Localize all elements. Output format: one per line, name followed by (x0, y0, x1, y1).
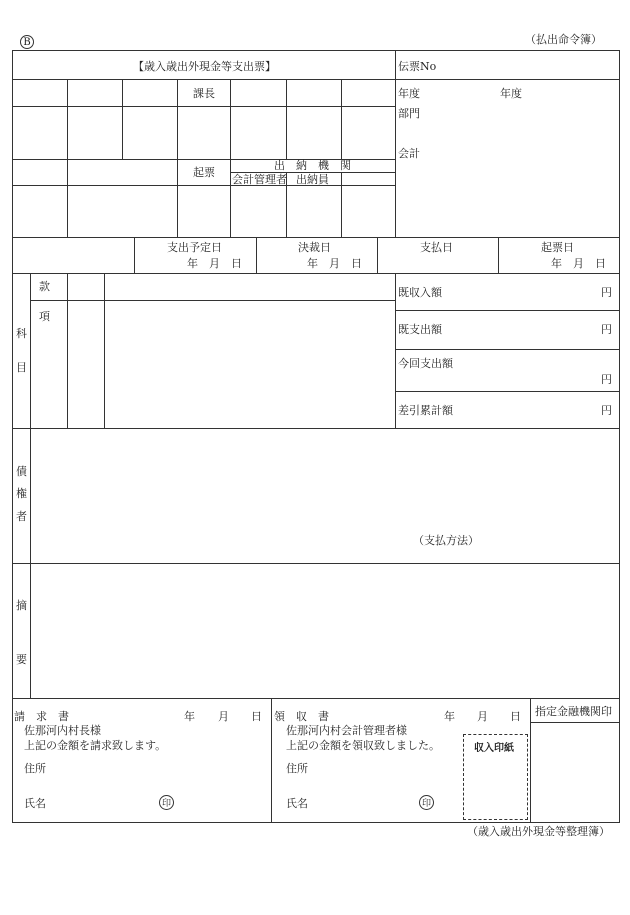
department-label: 部門 (398, 107, 420, 120)
form-title: 【歳入歳出外現金等支出票】 (133, 60, 276, 73)
subject-label-1: 科 (16, 327, 27, 340)
receipt-seal-char: 印 (421, 799, 431, 809)
drafted-date-label: 起票日 (541, 241, 574, 254)
revenue-stamp-label: 収入印紙 (474, 743, 514, 754)
fiscal-year-label-2: 年度 (500, 87, 522, 100)
invoice-month: 月 (218, 710, 229, 723)
treasurer-label: 出納員 (296, 173, 329, 186)
kou-label: 項 (39, 310, 50, 323)
treasury-org-label: 出 納 機 関 (274, 159, 351, 172)
receipt-title: 領 収 書 (274, 710, 329, 723)
decision-date-label: 決裁日 (298, 241, 331, 254)
account-label: 会計 (398, 147, 420, 160)
footer-register-note: （歳入歳出外現金等整理簿） (467, 825, 610, 838)
invoice-day: 日 (251, 710, 262, 723)
paid-total-yen: 円 (601, 323, 612, 336)
balance-total-yen: 円 (601, 404, 612, 417)
drafted-date-ymd: 年 月 日 (551, 257, 606, 270)
invoice-address-label: 住所 (24, 762, 46, 775)
receipt-year: 年 (444, 710, 455, 723)
subject-label-2: 目 (16, 361, 27, 374)
slip-no-label: 伝票No (398, 60, 437, 73)
receipt-month: 月 (477, 710, 488, 723)
received-total-label: 既収入額 (398, 286, 442, 299)
form-type-mark (20, 35, 34, 49)
fiscal-year-label: 年度 (398, 87, 420, 100)
form-type-mark-letter: B (23, 36, 31, 48)
creditor-label-1: 債 (16, 465, 27, 478)
invoice-name-label: 氏名 (24, 797, 46, 810)
payment-date-label: 支払日 (420, 241, 453, 254)
decision-date-ymd: 年 月 日 (307, 257, 362, 270)
receipt-day: 日 (510, 710, 521, 723)
summary-label-2: 要 (16, 653, 27, 666)
receipt-name-label: 氏名 (286, 797, 308, 810)
received-total-yen: 円 (601, 286, 612, 299)
invoice-seal-mark (159, 795, 174, 810)
invoice-title: 請 求 書 (14, 710, 69, 723)
register-note: （払出命令簿） (525, 33, 602, 46)
this-payment-yen: 円 (601, 373, 612, 386)
payment-method-label: （支払方法） (413, 534, 479, 547)
section-chief-label: 課長 (193, 87, 215, 100)
drafter-label: 起票 (193, 166, 215, 179)
bank-seal-label: 指定金融機関印 (535, 705, 612, 718)
receipt-statement: 上記の金額を領収致しました。 (286, 739, 440, 752)
invoice-addressee: 佐那河内村長様 (24, 724, 101, 737)
invoice-statement: 上記の金額を請求致します。 (24, 739, 167, 752)
invoice-year: 年 (184, 710, 195, 723)
creditor-label-3: 者 (16, 510, 27, 523)
invoice-seal-char: 印 (161, 799, 171, 809)
receipt-seal-mark (419, 795, 434, 810)
balance-total-label: 差引累計額 (398, 404, 453, 417)
this-payment-label: 今回支出額 (398, 357, 453, 370)
planned-payment-date-ymd: 年 月 日 (187, 257, 242, 270)
receipt-addressee: 佐那河内村会計管理者様 (286, 724, 407, 737)
creditor-label-2: 権 (16, 487, 27, 500)
paid-total-label: 既支出額 (398, 323, 442, 336)
kan-label: 款 (39, 280, 50, 293)
receipt-address-label: 住所 (286, 762, 308, 775)
summary-label-1: 摘 (16, 599, 27, 612)
planned-payment-date-label: 支出予定日 (167, 241, 222, 254)
accounting-manager-label: 会計管理者 (232, 173, 287, 186)
